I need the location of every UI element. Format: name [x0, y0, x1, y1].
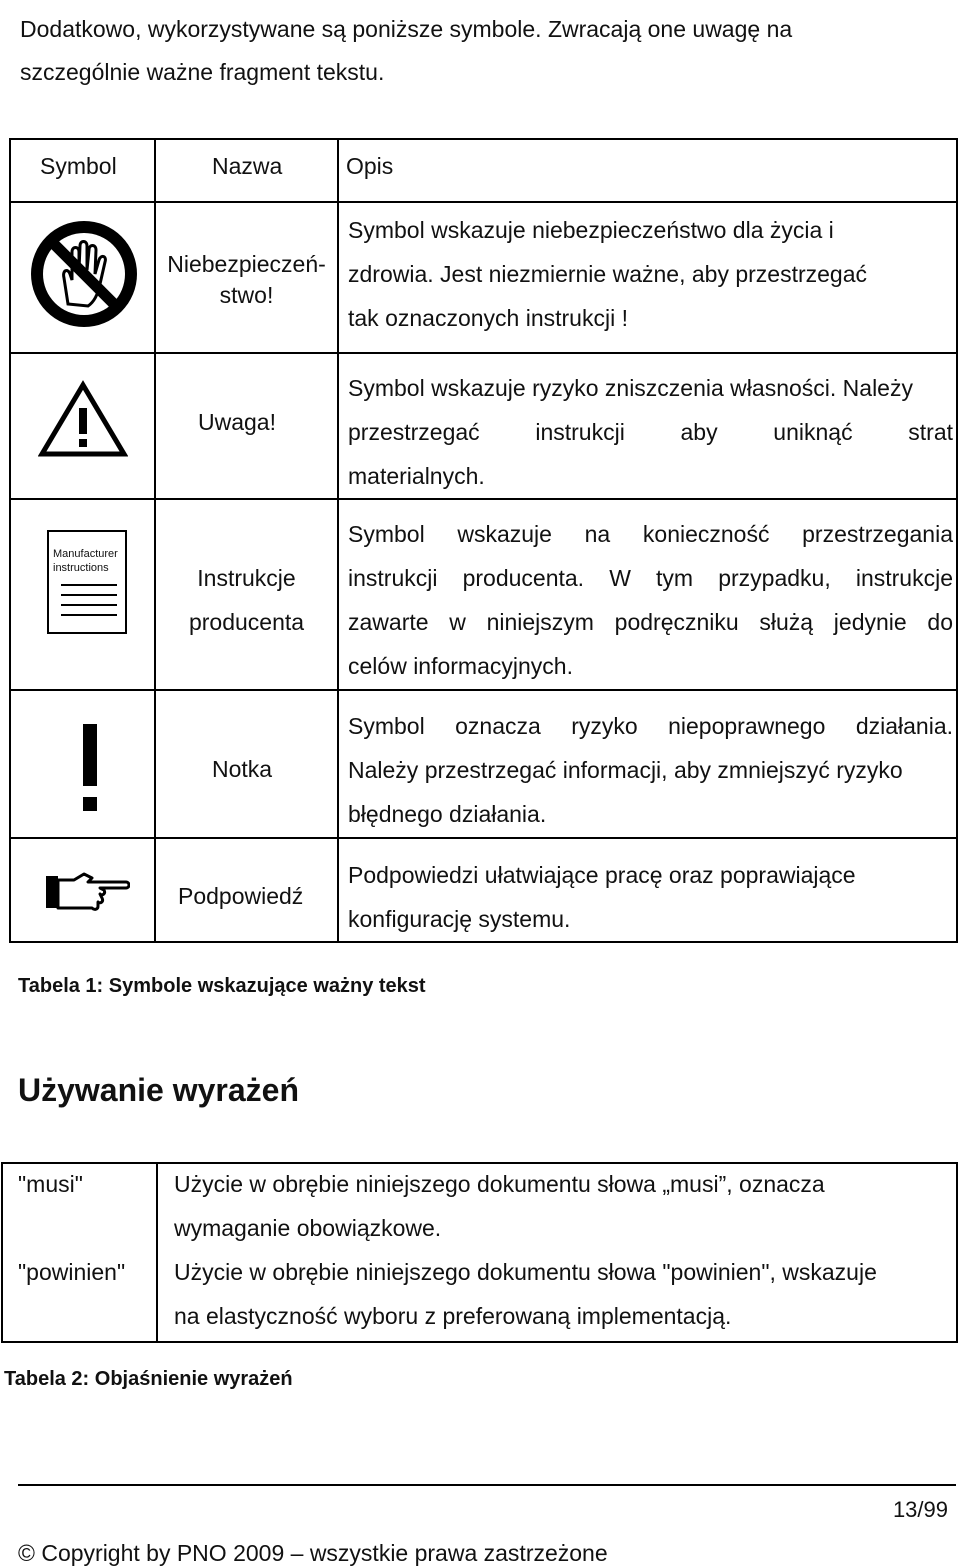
- warning-triangle-icon: [38, 380, 128, 458]
- table1-row-line-2: [9, 352, 958, 354]
- header-symbol: Symbol: [40, 153, 117, 179]
- row1-name: Niebezpieczeń- stwo!: [167, 251, 326, 308]
- copyright: © Copyright by PNO 2009 – wszystkie prawa zastrzeżone: [18, 1540, 608, 1566]
- page-number: 13/99: [892, 1497, 948, 1522]
- pointing-hand-icon: [44, 870, 130, 914]
- row3-name: Instrukcje producenta: [188, 565, 305, 635]
- intro-paragraph: [20, 8, 920, 94]
- table1-border-bottom: [9, 941, 958, 943]
- table1-row-line-5: [9, 837, 958, 839]
- row1-description: Symbol wskazuje niebezpieczeństwo dla życia i zdrowia. Jest niezmiernie ważne, aby przestrzegać tak oznaczonych instrukcji !: [348, 217, 868, 331]
- term-musi-description: Użycie w obrębie niniejszego dokumentu słowa „musi”, oznacza wymaganie obowiązkowe.: [174, 1171, 825, 1241]
- term-powinien-description: Użycie w obrębie niniejszego dokumentu słowa "powinien", wskazuje na elastyczność wyboru z preferowaną implementacją.: [174, 1259, 877, 1329]
- table2-caption: Tabela 2: Objaśnienie wyrażeń: [4, 1368, 293, 1390]
- term-powinien: "powinien": [18, 1259, 126, 1285]
- row3-description: Symbol wskazuje na konieczność przestrzegania instrukcji producenta. W tym przypadku, instrukcje zawarte w niniejszym podręczniku służą jedynie do celów informacyjnych.: [348, 521, 953, 679]
- header-description: Opis: [346, 153, 394, 179]
- row4-description: Symbol oznacza ryzyko niepoprawnego działania. Należy przestrzegać informacji, aby zmniejszyć ryzyko błędnego działania.: [348, 713, 953, 827]
- section-heading: Używanie wyrażeń: [18, 1072, 299, 1108]
- table2-divider: [156, 1162, 158, 1343]
- footer-rule: [18, 1484, 956, 1486]
- manual-document-icon: [47, 530, 127, 634]
- manual-icon-label-1: Manufacturer: [53, 548, 118, 560]
- row4-name: Notka: [212, 756, 273, 782]
- table1-border-left: [9, 138, 11, 943]
- table1-row-line-3: [9, 498, 958, 500]
- row2-name: Uwaga!: [198, 409, 276, 435]
- table1-row-line-4: [9, 689, 958, 691]
- manual-icon-label-2: instructions: [53, 562, 109, 574]
- table1-border-top: [9, 138, 958, 140]
- table2-border-right: [956, 1162, 958, 1343]
- row5-name: Podpowiedź: [178, 883, 304, 909]
- table1-divider-2: [337, 138, 339, 943]
- intro-line-2: szczególnie ważne fragment tekstu.: [20, 59, 385, 85]
- no-entry-hand-icon: [28, 218, 140, 330]
- table1-caption: Tabela 1: Symbole wskazujące ważny tekst: [18, 975, 426, 997]
- row2-description: Symbol wskazuje ryzyko zniszczenia własności. Należy przestrzegać instrukcji aby uniknąć strat materialnych.: [348, 375, 953, 489]
- table2-border-left: [1, 1162, 3, 1343]
- table2-border-bottom: [1, 1341, 958, 1343]
- table1-border-right: [956, 138, 958, 943]
- table1-row-line-1: [9, 201, 958, 203]
- term-musi: "musi": [18, 1171, 83, 1197]
- header-name: Nazwa: [212, 153, 283, 179]
- intro-line-1: Dodatkowo, wykorzystywane są poniższe symbole. Zwracają one uwagę na: [20, 16, 793, 42]
- row5-description: Podpowiedzi ułatwiające pracę oraz poprawiające konfigurację systemu.: [348, 862, 856, 932]
- exclamation-icon: [80, 724, 100, 814]
